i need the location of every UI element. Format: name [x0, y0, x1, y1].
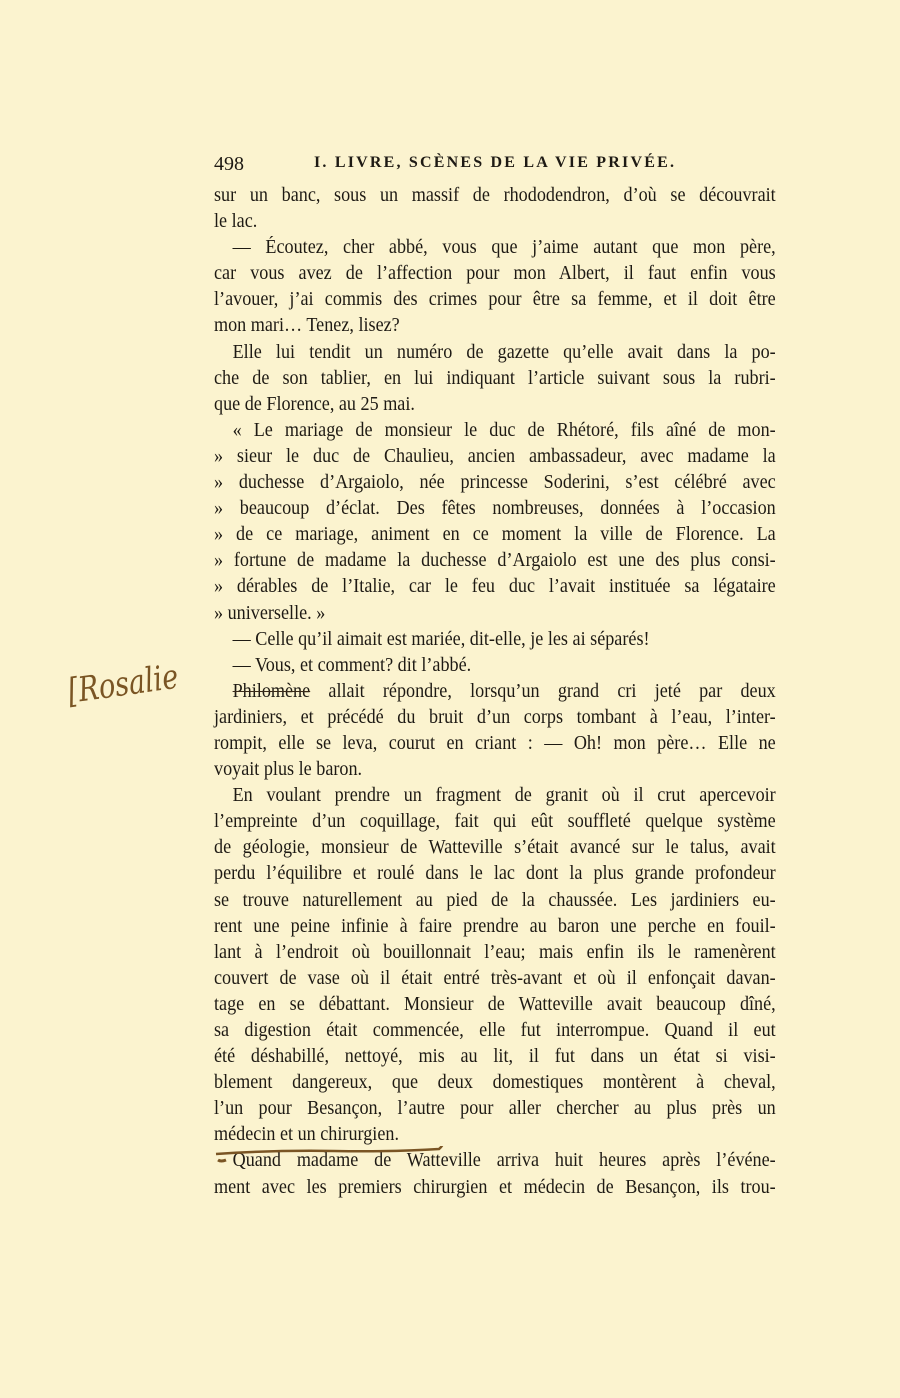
handwritten-margin-note: [Rosalie — [65, 656, 181, 712]
text-line: rent une peine infinie à faire prendre au baron une perche en fouil- — [214, 915, 776, 937]
text-line: car vous avez de l’affection pour mon Albert, il faut enfin vous — [214, 263, 776, 285]
text-line: » de ce mariage, animent en ce moment la ville de Florence. La — [214, 524, 776, 546]
text-line: » dérables de l’Italie, car le feu duc l’avait instituée sa légataire — [214, 576, 776, 598]
text-line: médecin et un chirurgien. — [214, 1124, 399, 1146]
text-line: mon mari… Tenez, lisez? — [214, 315, 400, 337]
text-line — [214, 679, 776, 705]
text-line: « Le mariage de monsieur le duc de Rhétoré, fils aîné de mon- — [232, 419, 776, 441]
text-line: tage en se débattant. Monsieur de Watteville avait beaucoup dîné, — [214, 993, 776, 1015]
text-line: che de son tablier, en lui indiquant l’article suivant sous la rubri- — [214, 367, 776, 389]
text-line: sa digestion était commencée, elle fut interrompue. Quand il eut — [214, 1020, 776, 1041]
text-line: » duchesse d’Argaiolo, née princesse Soderini, s’est célébré avec — [214, 472, 776, 494]
text-line: l’empreinte d’un coquillage, fait qui eût souffleté quelque système — [214, 811, 776, 833]
running-header — [214, 153, 776, 177]
text-line: l’avouer, j’ai commis des crimes pour être sa femme, et il doit être — [214, 289, 776, 311]
text-line: Elle lui tendit un numéro de gazette qu’elle avait dans la po- — [232, 341, 776, 363]
text-line: » sieur le duc de Chaulieu, ancien ambassadeur, avec madame la — [214, 445, 776, 467]
line-text: allait répondre, lorsqu’un grand cri jeté par deux — [310, 680, 776, 702]
text-line: que de Florence, au 25 mai. — [214, 393, 415, 415]
text-line: lant à l’endroit où bouillonnait l’eau; mais enfin ils le ramenèrent — [214, 941, 776, 963]
text-line: — Écoutez, cher abbé, vous que j’aime autant que mon père, — [232, 237, 776, 259]
text-line: voyait plus le baron. — [214, 759, 363, 781]
text-line: été déshabillé, nettoyé, mis au lit, il fut dans un état si visi- — [214, 1046, 776, 1068]
text-line: rompit, elle se leva, courut en criant : — Oh! mon père… Elle ne — [214, 732, 776, 754]
text-line: jardiniers, et précédé du bruit d’un corps tombant à l’eau, l’inter- — [214, 706, 776, 728]
text-line: — Vous, et comment? dit l’abbé. — [232, 654, 472, 676]
struck-out-word: Philomène — [232, 680, 311, 702]
handwritten-underline — [214, 1146, 454, 1166]
page-number: 498 — [214, 153, 244, 175]
text-line: l’un pour Besançon, l’autre pour aller chercher au plus près un — [214, 1098, 776, 1120]
text-line: perdu l’équilibre et roulé dans le lac dont la plus grande profondeur — [214, 863, 776, 885]
text-line: blement dangereux, que deux domestiques montèrent à cheval, — [214, 1072, 776, 1094]
text-line: de géologie, monsieur de Watteville s’était avancé sur le talus, avait — [214, 837, 776, 859]
text-line: le lac. — [214, 211, 258, 233]
running-title: I. LIVRE, SCÈNES DE LA VIE PRIVÉE. — [314, 154, 677, 171]
text-line: sur un banc, sous un massif de rhododendron, d’où se découvrait — [214, 185, 776, 206]
page-body-text — [214, 183, 776, 1201]
text-line: Quand madame de Watteville arriva huit heures après l’événe- — [232, 1150, 776, 1172]
text-line: — Celle qu’il aimait est mariée, dit-elle, je les ai séparés! — [232, 628, 650, 650]
text-line: » fortune de madame la duchesse d’Argaiolo est une des plus consi- — [214, 550, 776, 572]
text-line: ment avec les premiers chirurgien et médecin de Besançon, ils trou- — [214, 1176, 776, 1198]
text-line: couvert de vase où il était entré très-avant et où il enfonçait davan- — [214, 967, 776, 989]
text-line: » beaucoup d’éclat. Des fêtes nombreuses, données à l’occasion — [214, 498, 776, 520]
text-line: En voulant prendre un fragment de granit où il crut apercevoir — [232, 785, 776, 807]
text-line: » universelle. » — [214, 602, 326, 624]
text-line: se trouve naturellement au pied de la chaussée. Les jardiniers eu- — [214, 889, 776, 911]
